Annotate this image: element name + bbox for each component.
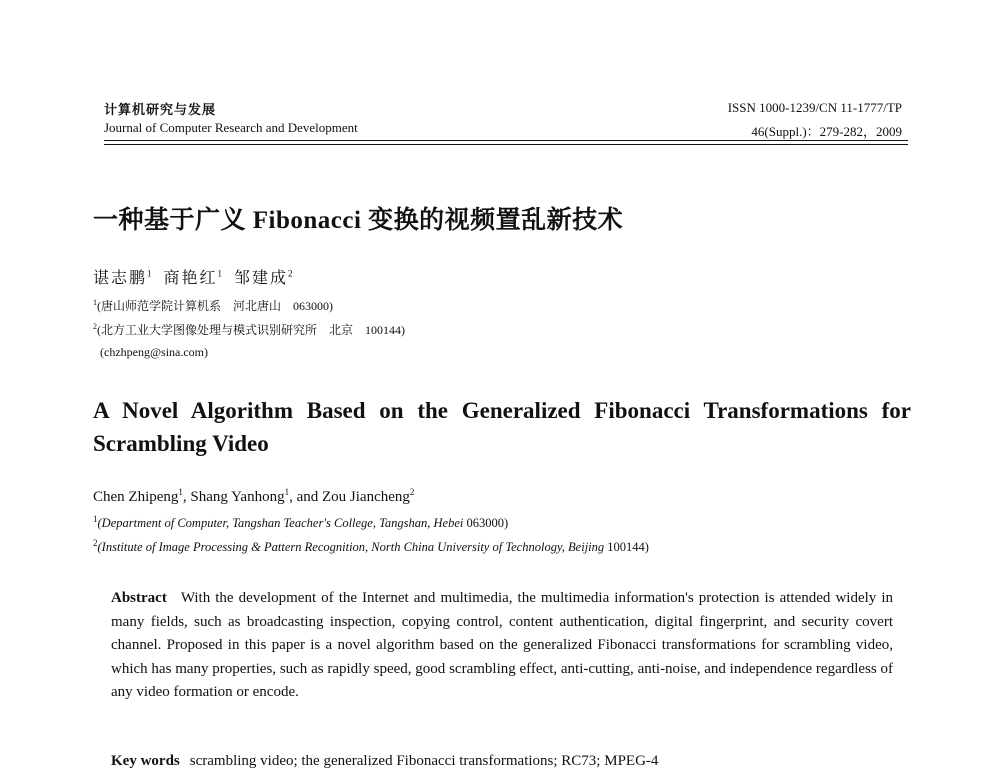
abstract-label: Abstract <box>111 590 167 606</box>
en-aff-text: (Department of Computer, Tangshan Teacher's College, Tangshan, Hebei <box>97 516 467 531</box>
cn-title: 一种基于广义 Fibonacci 变换的视频置乱新技术 <box>93 207 624 234</box>
cn-affiliation-2 <box>93 321 405 338</box>
cn-author: 商艳红 <box>163 270 218 287</box>
en-aff-code: 100144) <box>607 540 649 555</box>
header-rule-top <box>104 140 908 141</box>
en-author-sep: , and <box>289 489 323 505</box>
cn-aff-sup: 2 <box>93 322 97 331</box>
en-aff-sup: 1 <box>93 514 98 524</box>
en-aff-sup: 2 <box>93 538 98 548</box>
cn-authors <box>93 265 293 288</box>
en-affiliation-1 <box>93 514 508 531</box>
en-author: Shang Yanhong <box>190 489 285 505</box>
journal-name-cn: 计算机研究与发展 <box>104 102 217 117</box>
en-author-sup: 1 <box>284 487 290 497</box>
cn-author-sup: 1 <box>147 268 152 279</box>
en-title: A Novel Algorithm Based on the Generalized Fibonacci Transformations for Scrambling Video <box>93 398 911 456</box>
en-authors <box>93 487 414 506</box>
journal-name-en: Journal of Computer Research and Development <box>104 120 358 135</box>
en-aff-code: 063000) <box>466 516 509 531</box>
issn-line: ISSN 1000-1239/CN 11-1777/TP <box>727 100 902 115</box>
keywords-text: scrambling video; the generalized Fibonacci transformations; RC73; MPEG-4 <box>189 753 659 769</box>
cn-aff-text: (唐山师范学院计算机系 河北唐山 063000) <box>97 299 333 313</box>
en-author-sup: 1 <box>178 487 183 497</box>
en-aff-text: (Institute of Image Processing & Pattern Recognition, North China University of Technology, Beijing <box>97 540 608 555</box>
en-author-sup: 2 <box>409 487 415 497</box>
cn-author-sup: 2 <box>288 268 293 279</box>
cn-affiliation-1 <box>93 297 333 314</box>
cn-author: 谌志鹏 <box>93 270 148 287</box>
abstract-text: With the development of the Internet and multimedia, the multimedia information's protection is attended widely in many fields, such as broadcasting inspection, copying control, content authentication, digital fingerprint, and security covert channel. Proposed in this paper is a novel algorithm based on the generalized Fibonacci transformations for scrambling video, which has many properties, such as rapidly speed, good scrambling effect, anti-cutting, anti-noise, and independence regardless of any video formation or encode. <box>111 590 893 700</box>
en-author-sep: , <box>182 489 191 505</box>
header-rule-bottom <box>104 144 908 145</box>
cn-aff-text: (北方工业大学图像处理与模式识别研究所 北京 100144) <box>97 323 405 337</box>
en-author: Chen Zhipeng <box>93 489 179 505</box>
cn-aff-sup: 1 <box>93 298 97 307</box>
keywords-label: Key words <box>111 753 180 769</box>
en-author: Zou Jiancheng <box>322 489 410 505</box>
keywords <box>111 750 893 773</box>
cn-author-sup: 1 <box>217 268 223 279</box>
volume-pages: 46(Suppl.)：279-282，2009 <box>751 124 902 139</box>
en-affiliation-2 <box>93 538 649 555</box>
abstract <box>111 587 893 705</box>
cn-author: 邹建成 <box>234 270 289 287</box>
author-email: (chzhpeng@sina.com) <box>100 345 209 359</box>
